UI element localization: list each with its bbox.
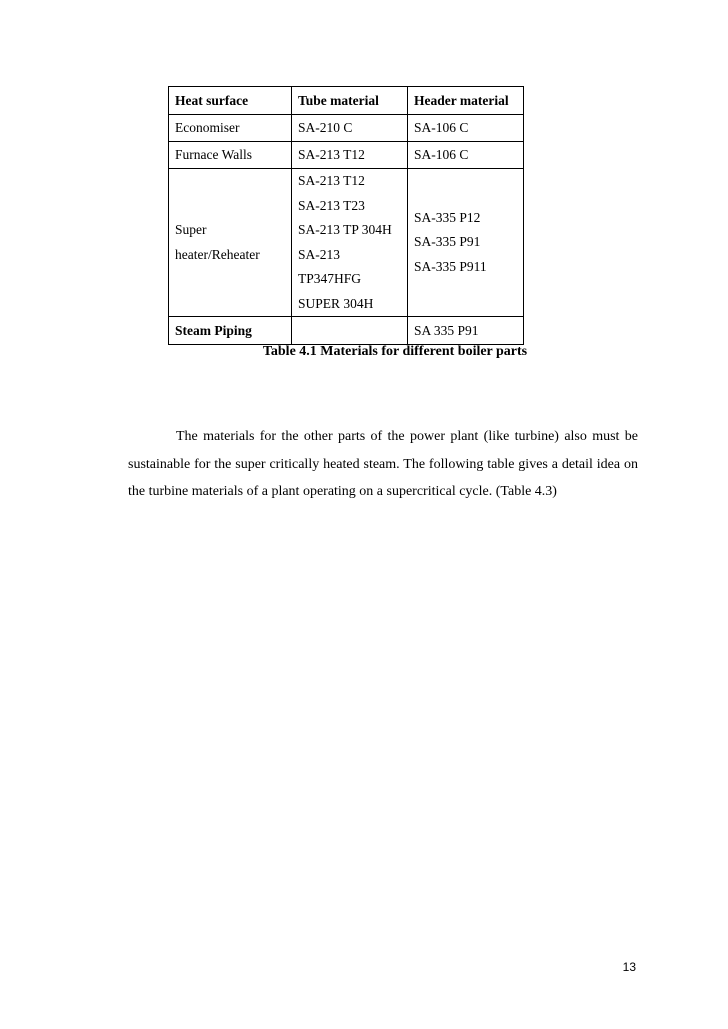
column-header-header-material: Header material [408,87,524,115]
cell-line: SA-335 P91 [414,234,481,250]
cell-tube-material [292,317,408,345]
table-row [169,317,524,345]
cell-tube-material [292,169,408,317]
cell-line: SA-213 T12 [298,173,365,188]
cell-heat-surface: Furnace Walls [169,142,292,169]
cell-header-material [408,169,524,317]
cell-line: SA-335 P911 [414,258,487,274]
table-caption: Table 4.1 Materials for different boiler parts [262,344,528,359]
cell-line: TP347HFG [298,271,362,286]
page-number: 13 [622,960,636,974]
column-header-heat-surface: Heat surface [169,87,292,115]
cell-line: SUPER 304H [298,295,374,311]
cell-tube-material: SA-213 T12 [292,142,408,169]
materials-table [168,86,524,345]
cell-line: SA-213 T23 [298,197,365,213]
cell-header-material: SA-106 C [408,142,524,169]
cell-heat-surface [169,169,292,317]
table-row [169,115,524,142]
column-header-tube-material: Tube material [292,87,408,115]
cell-tube-material: SA-210 C [292,115,408,142]
body-paragraph: The materials for the other parts of the power plant (like turbine) also must be sustainable for the super critically heated steam. The following table gives a detail idea on the turbine materials of a plant operating on a supercritical cycle. (Table 4.3) [128,429,638,499]
cell-line: Super [175,222,207,237]
cell-line: heater/Reheater [175,246,260,262]
table-row [169,142,524,169]
cell-line: SA-335 P12 [414,209,481,225]
cell-heat-surface: Economiser [169,115,292,142]
cell-line: SA-213 [298,246,341,262]
cell-header-material: SA-106 C [408,115,524,142]
table-header-row [169,87,524,115]
cell-heat-surface: Steam Piping [169,317,292,345]
cell-header-material: SA 335 P91 [408,317,524,345]
cell-line: SA-213 TP 304H [298,222,392,237]
table-row [169,169,524,317]
